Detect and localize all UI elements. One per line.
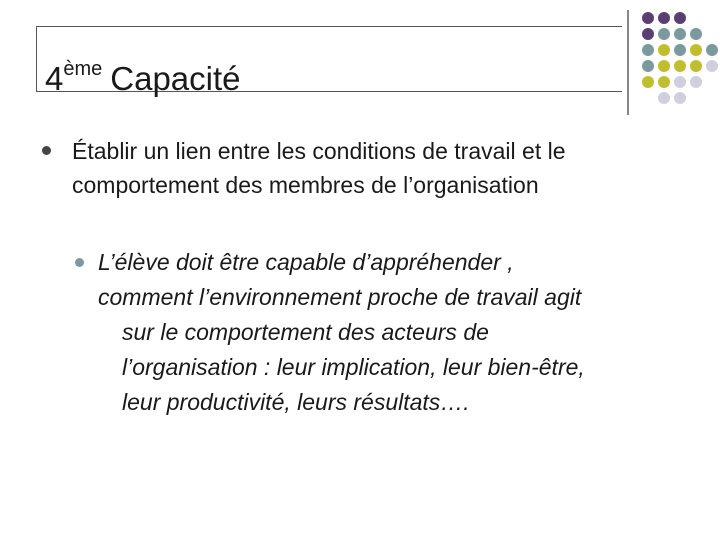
bullet-text-level1: Établir un lien entre les conditions de travail et le comportement des membres de l’organisation [72,138,566,198]
decorative-dot [690,60,702,72]
decorative-dot [658,60,670,72]
decorative-dot [642,60,654,72]
title-superscript: ème [63,58,103,80]
decorative-dot [658,76,670,88]
bullet2-line: sur le comportement des acteurs de [122,319,489,345]
decorative-dot [690,76,702,88]
bullet2-line: comment l’environnement proche de travail agit [98,284,582,310]
decorative-dot [642,28,654,40]
decorative-dot [674,12,686,24]
title-word: Capacité [110,60,241,97]
decorative-dot [706,60,718,72]
decorative-dot [690,44,702,56]
title-number: 4 [45,60,64,97]
decorative-dot [674,92,686,104]
decorative-dot [658,28,670,40]
bullet-dot-level2 [75,258,84,267]
decorative-dot [674,44,686,56]
decorative-dot [658,44,670,56]
decorative-dot [642,76,654,88]
bullet2-line: l’organisation : leur implication, leur bien-être, [122,354,585,380]
bullet-text-level2 [98,245,698,420]
bullet2-line: leur productivité, leurs résultats…. [122,389,470,415]
decorative-vertical-line [627,10,629,115]
decorative-dot [674,28,686,40]
decorative-dot-grid [642,12,720,122]
decorative-dot [674,60,686,72]
decorative-dot [706,44,718,56]
decorative-dot [642,12,654,24]
bullet2-line: L’élève doit être capable d’appréhender , [98,249,514,275]
bullet-dot-level1 [42,146,51,155]
slide-title [45,49,241,99]
decorative-dot [674,76,686,88]
decorative-dot [658,12,670,24]
title-box [36,26,622,97]
decorative-dot [658,92,670,104]
decorative-dot [642,44,654,56]
decorative-dot [690,28,702,40]
